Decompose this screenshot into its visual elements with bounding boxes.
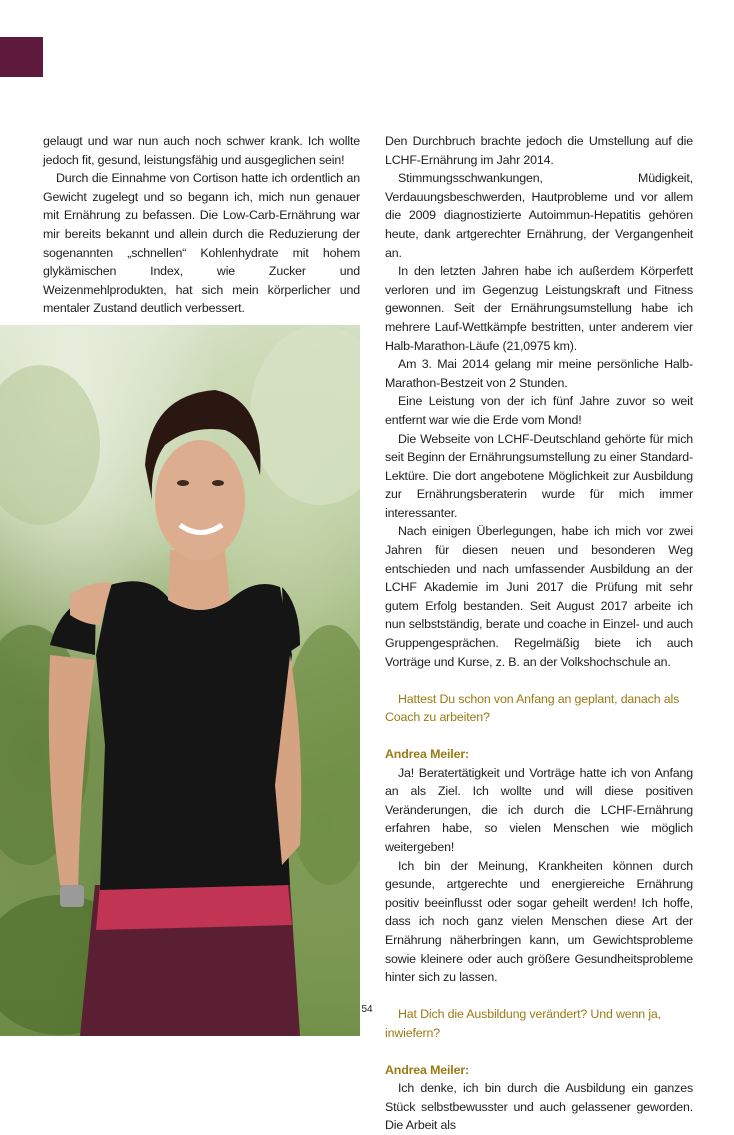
portrait-photo [0, 325, 360, 1036]
paragraph: Die Webseite von LCHF-Deutschland gehörte für mich seit Beginn der Ernährungsumstellung zu einer Standard-Lektüre. Die dort angebotene Möglichkeit zur Ausbildung zur Ernährungsberaterin wurde für mich immer interessanter. [385, 431, 693, 520]
paragraph: Nach einigen Überlegungen, habe ich mich vor zwei Jahren für diesen neuen und besonderen Weg entschieden und nach umfassender Ausbildung an der LCHF Akademie im Juni 2017 die Prüfung mit sehr gutem Erfolg bestanden. Seit August 2017 arbeite ich nun selbstständig, berate und coache in Einzel- und auch Gruppengesprächen. Regelmäßig biete ich auch Vorträge und Kurse, z. B. an der Volkshochschule an. [385, 524, 693, 669]
interview-question: Hat Dich die Ausbildung verändert? Und wenn ja, inwiefern? [385, 1007, 661, 1040]
paragraph: Ja! Beratertätigkeit und Vorträge hatte ich von Anfang an als Ziel. Ich wollte und will diese positiven Veränderungen, die ich durch die LCHF-Ernährung erfahren habe, so vielen Menschen wie möglich weitergeben! [385, 765, 693, 854]
page-number: 54 [361, 1004, 373, 1015]
paragraph: Den Durchbruch brachte jedoch die Umstellung auf die LCHF-Ernährung im Jahr 2014. [385, 134, 693, 167]
right-text-column [385, 132, 693, 1135]
paragraph: Ich bin der Meinung, Krankheiten können durch gesunde, artgerechte und energiereiche Ernährung positiv beeinflusst oder sogar geheilt werden! Ich hoffe, dass ich noch ganz vielen Menschen diese Art der Ernährung näherbringen kann, um Gewichtsprobleme sowie kleinere oder auch größere Gesundheitsprobleme hinter sich zu lassen. [385, 858, 693, 985]
portrait-illustration [0, 325, 360, 1036]
paragraph: Eine Leistung von der ich fünf Jahre zuvor so weit entfernt war wie die Erde vom Mond! [385, 394, 693, 427]
paragraph: gelaugt und war nun auch noch schwer krank. Ich wollte jedoch fit, gesund, leistungsfähig und ausgeglichen sein! [43, 134, 360, 167]
paragraph: Stimmungsschwankungen, Müdigkeit, Verdauungsbeschwerden, Hautprobleme und vor allem die 2009 diagnostizierte Autoimmun-Hepatitis gehören heute, dank artgerechter Ernährung, der Vergangenheit an. [385, 171, 693, 260]
paragraph: Am 3. Mai 2014 gelang mir meine persönliche Halb-Marathon-Bestzeit von 2 Stunden. [385, 357, 693, 390]
left-text-column [43, 132, 360, 318]
speaker-name: Andrea Meiler: [385, 747, 469, 761]
paragraph: Ich denke, ich bin durch die Ausbildung ein ganzes Stück selbstbewusster und auch gelassener geworden. Die Arbeit als [385, 1081, 693, 1133]
interview-question: Hattest Du schon von Anfang an geplant, danach als Coach zu arbeiten? [385, 691, 680, 725]
paragraph: Durch die Einnahme von Cortison hatte ich ordentlich an Gewicht zugelegt und so begann ich, mich nun genauer mit Ernährung zu befassen. Die Low-Carb-Ernährung war mir bereits bekannt und allein durch die Reduzierung der sogenannten „schnellen“ Kohlenhydrate mit hohem glykämischen Index, wie Zucker und Weizenmehlprodukten, hat sich mein körperlicher und mentaler Zustand deutlich verbessert. [43, 171, 360, 316]
corner-accent-block [0, 37, 43, 77]
paragraph: In den letzten Jahren habe ich außerdem Körperfett verloren und im Gegenzug Leistungskraft und Fitness gewonnen. Seit der Ernährungsumstellung habe ich mehrere Lauf-Wettkämpfe bestritten, unter anderem vier Halb-Marathon-Läufe (21,0975 km). [385, 264, 693, 353]
speaker-name: Andrea Meiler: [385, 1062, 469, 1077]
